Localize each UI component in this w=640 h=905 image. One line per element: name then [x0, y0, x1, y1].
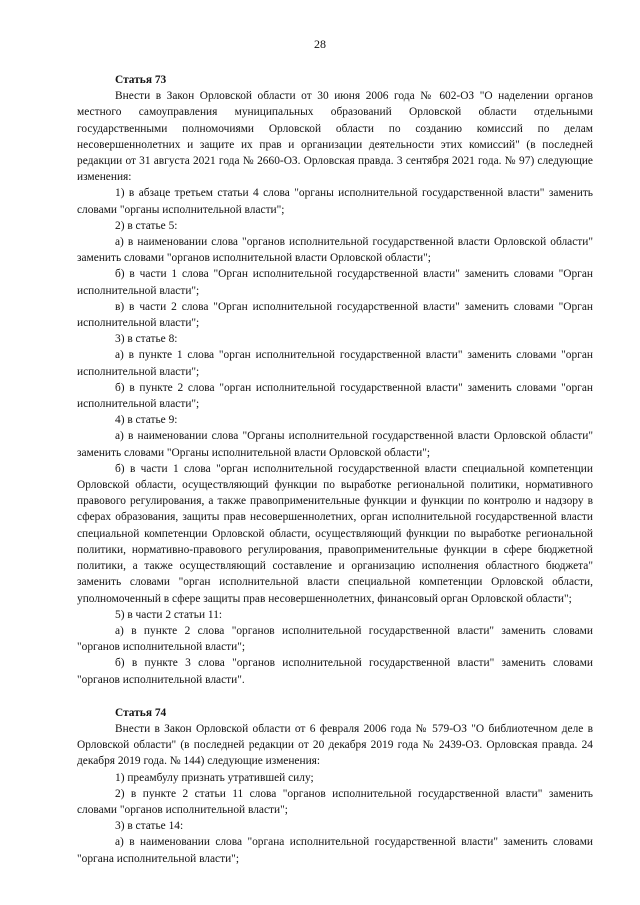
article-paragraph: 1) в абзаце третьем статьи 4 слова "органы исполнительной государственной власти" заменить словами "органы исполнительной власти";: [77, 187, 593, 216]
article-paragraph: 3) в статье 14:: [115, 820, 184, 833]
article-paragraph: б) в пункте 2 слова "орган исполнительной государственной власти" заменить словами "орган исполнительной власти";: [77, 381, 593, 411]
article-paragraph: Внести в Закон Орловской области от 6 февраля 2006 года № 579-ОЗ "О библиотечном деле в Орловской области" (в последней редакции от 20 декабря 2019 года № 2439-ОЗ. Орловская правда. 24 декабря 2019 года. № 144) следующие изменения:: [77, 722, 593, 768]
article-paragraph: 3) в статье 8:: [115, 333, 178, 346]
article-paragraph: а) в наименовании слова "органов исполнительной государственной власти Орловской области" заменить словами "органов исполнительной власти Орловской области";: [77, 236, 593, 265]
article-paragraph: а) в пункте 2 слова "органов исполнительной государственной власти" заменить словами "органов исполнительной власти";: [77, 624, 593, 654]
article-paragraph: 5) в части 2 статьи 11:: [115, 608, 223, 621]
article-74: [77, 705, 593, 867]
article-title: Статья 74: [115, 706, 167, 719]
article-paragraph: 2) в статье 5:: [115, 219, 178, 232]
article-paragraph: а) в наименовании слова "Органы исполнительной государственной власти Орловской области" заменить словами "Органы исполнительной власти Орловской области";: [77, 430, 593, 459]
section-gap: [77, 688, 593, 705]
article-paragraph: в) в части 2 слова "Орган исполнительной государственной власти" заменить словами "Орган исполнительной власти";: [77, 300, 593, 330]
article-paragraph: б) в части 1 слова "Орган исполнительной государственной власти" заменить словами "Орган исполнительной власти";: [77, 268, 593, 297]
article-paragraph: а) в наименовании слова "органа исполнительной государственной власти" заменить словами "органа исполнительной власти";: [77, 836, 593, 865]
article-paragraph: 4) в статье 9:: [115, 414, 178, 427]
article-paragraph: б) в пункте 3 слова "органов исполнительной государственной власти" заменить словами "органов исполнительной власти".: [77, 657, 593, 686]
article-paragraph: 2) в пункте 2 статьи 11 слова "органов исполнительной государственной власти" заменить словами "органов исполнительной власти";: [77, 787, 593, 816]
article-paragraph: а) в пункте 1 слова "орган исполнительной государственной власти" заменить словами "орган исполнительной власти";: [77, 349, 593, 378]
page-number: 28: [314, 37, 326, 51]
article-paragraph: Внести в Закон Орловской области от 30 июня 2006 года № 602-ОЗ "О наделении органов местного самоуправления муниципальных образований Орловской области отдельными государственными полномочиями Орловской области по созданию комиссий по делам несовершеннолетних и защите их прав и организации деятельности этих комиссий" (в последней редакции от 31 августа 2021 года № 2660-ОЗ. Орловская правда. 3 сентября 2021 года. № 97) следующие изменения:: [77, 90, 593, 184]
article-paragraph: б) в части 1 слова "орган исполнительной государственной власти специальной компетенции Орловской области, осуществляющий функции по выработке региональной политики, нормативного правового регулирования, а также правоприменительные функции и функции по контролю и надзору в сферах образования, защиты прав несовершеннолетних, орган исполнительной государственной власти специальной компетенции Орловской области, осуществляющий функции по выработке региональной политики, нормативно-правового регулирования, правоприменительные функции в сфере бюджетной политики, а также осуществляющий составление и организацию исполнения областного бюджета" заменить словами "орган исполнительной власти специальной компетенции Орловской области, уполномоченный в сфере защиты прав несовершеннолетних, финансовый орган Орловской области";: [77, 462, 593, 605]
article-title: Статья 73: [115, 74, 167, 86]
article-paragraph: 1) преамбулу признать утратившей силу;: [115, 771, 314, 784]
article-73: [77, 72, 593, 688]
document-body: [77, 72, 593, 867]
